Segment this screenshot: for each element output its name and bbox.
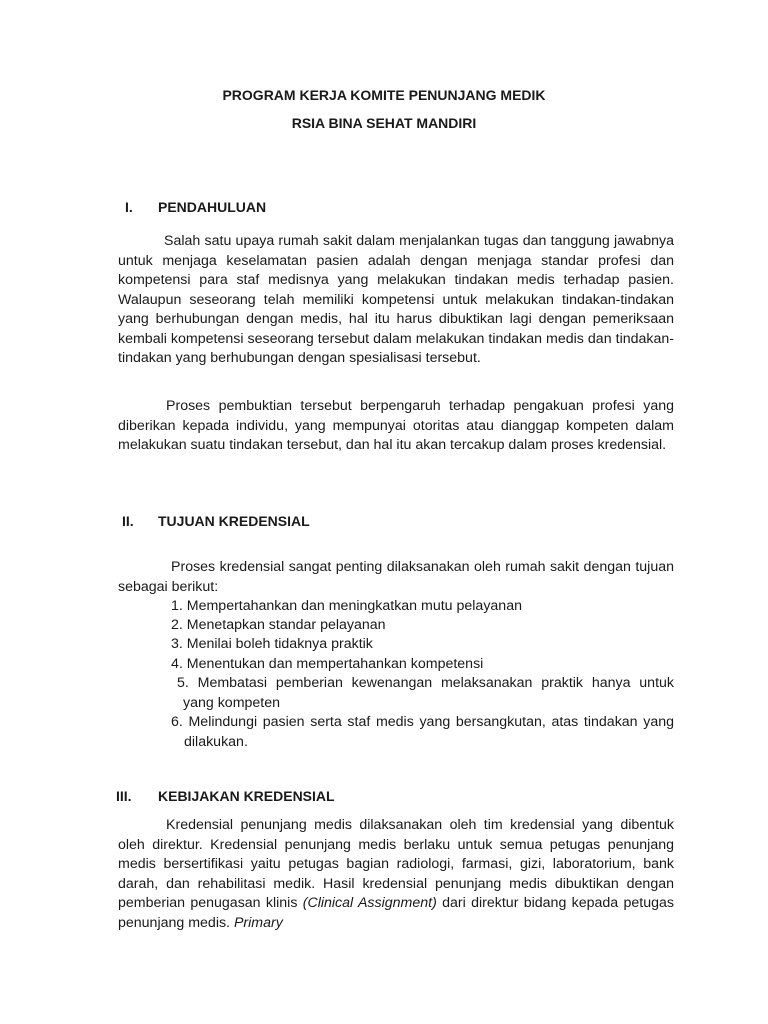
document-subtitle: RSIA BINA SEHAT MANDIRI xyxy=(291,115,477,131)
list-item: 6. Melindungi pasien serta staf medis yang bersangkutan, atas tindakan yang dilakukan. xyxy=(171,714,674,750)
paragraph: Proses pembuktian tersebut berpengaruh terhadap pengakuan profesi yang diberikan kepada individu, yang mempunyai otoritas atau dianggap kompeten dalam melakukan suatu tindakan tersebut, dan hal itu akan tercakup dalam proses kredensial. xyxy=(118,398,674,453)
list-item: 4. Menentukan dan mempertahankan kompetensi xyxy=(171,656,484,672)
paragraph-italic-term: (Clinical Assignment) xyxy=(302,895,437,911)
section-title: PENDAHULUAN xyxy=(158,199,267,215)
list-item: 2. Menetapkan standar pelayanan xyxy=(171,617,386,633)
paragraph-text: dari direktur bidang kepada petugas penunjang medis. xyxy=(118,895,674,931)
document-title: PROGRAM KERJA KOMITE PENUNJANG MEDIK xyxy=(222,87,546,103)
list-item: 5. Membatasi pemberian kewenangan melaksanakan praktik hanya untuk yang kompeten xyxy=(177,675,674,711)
section-title: TUJUAN KREDENSIAL xyxy=(158,513,310,529)
paragraph-italic-term: Primary xyxy=(233,914,283,931)
section-number: I. xyxy=(125,199,133,215)
list-item: 1. Mempertahankan dan meningkatkan mutu pelayanan xyxy=(171,598,522,614)
section-number: II. xyxy=(122,513,134,529)
section-title: KEBIJAKAN KREDENSIAL xyxy=(158,788,335,804)
paragraph: Salah satu upaya rumah sakit dalam menjalankan tugas dan tanggung jawabnya untuk menjaga keselamatan pasien adalah dengan menjaga standar profesi dan kompetensi para staf medisnya yang melakukan tindakan medis terhadap pasien. Walaupun seseorang telah memiliki kompetensi untuk melakukan tindakan-tindakan yang berhubungan dengan medis, hal itu harus dibuktikan lagi dengan pemeriksaan kembali kompetensi seseorang tersebut dalam melakukan tindakan medis dan tindakan-tindakan yang berhubungan dengan spesialisasi tersebut. xyxy=(118,233,674,366)
paragraph xyxy=(118,816,674,933)
list-item: 3. Menilai boleh tidaknya praktik xyxy=(171,636,373,652)
paragraph: Proses kredensial sangat penting dilaksanakan oleh rumah sakit dengan tujuan sebagai berikut: xyxy=(118,559,674,595)
paragraph-text: Kredensial penunjang medis dilaksanakan oleh tim kredensial yang dibentuk oleh direktur. Kredensial penunjang medis berlaku untuk semua petugas penunjang medis bersertifikasi yaitu petugas bagian radiologi, farmasi, gizi, laboratorium, bank darah, dan rehabilitasi medik. Hasil kredensial penunjang medis dibuktikan dengan pemberian penugasan klinis xyxy=(118,817,674,911)
section-number: III. xyxy=(116,788,132,804)
